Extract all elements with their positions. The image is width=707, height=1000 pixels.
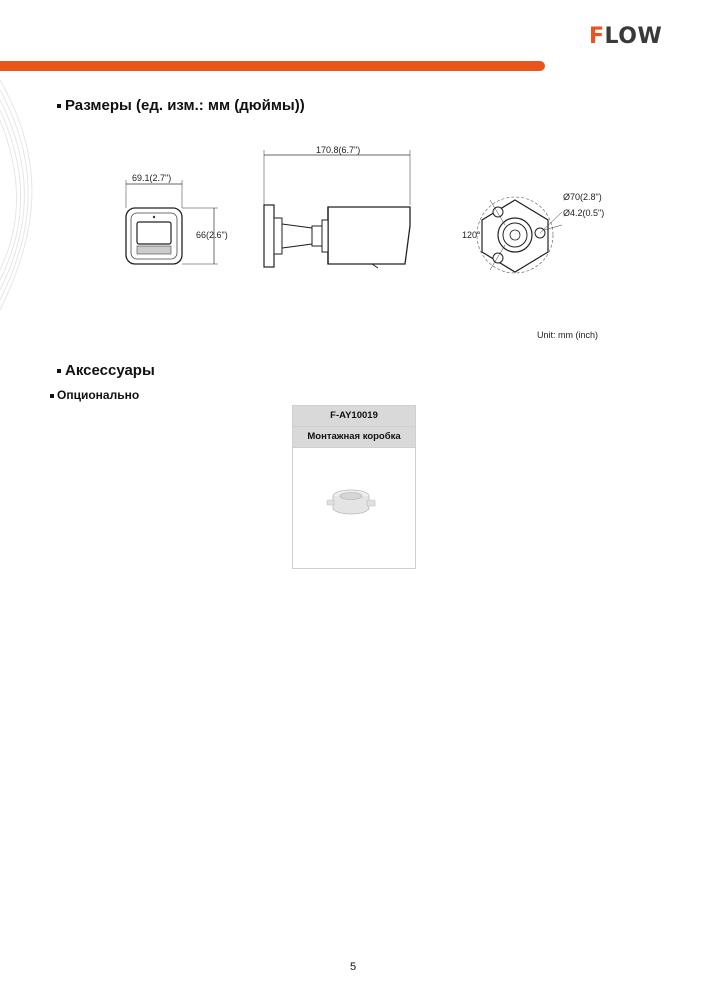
logo-rest: LOW [604,24,663,49]
optional-subheading [50,388,139,402]
front-height-label: 66(2.6") [196,230,228,240]
junction-box-icon [323,486,385,526]
front-width-label: 69.1(2.7") [132,173,172,183]
unit-note: Unit: mm (inch) [537,330,599,340]
dimensions-heading [57,97,305,114]
decorative-lines [0,70,60,370]
accessories-title: Аксессуары [65,362,155,379]
side-view-drawing [260,150,420,280]
page-number: 5 [350,961,357,973]
hole-diameter-label: Ø4.2(0.5") [563,208,605,218]
accessory-name: Монтажная коробка [293,427,415,448]
angle-label: 120° [462,230,481,240]
optional-label: Опционально [57,388,140,402]
base-diameter-label: Ø70(2.8") [563,192,602,202]
brand-logo [589,24,662,49]
accessory-code: F-AY10019 [293,406,415,427]
dimensions-title: Размеры (ед. изм.: мм (дюймы)) [65,97,305,114]
header-bar [0,61,545,71]
accessory-card [292,405,416,569]
side-length-label: 170.8(6.7") [316,145,361,155]
logo-prefix: F [589,24,605,49]
base-view-drawing [470,190,570,290]
accessories-heading [57,362,155,379]
